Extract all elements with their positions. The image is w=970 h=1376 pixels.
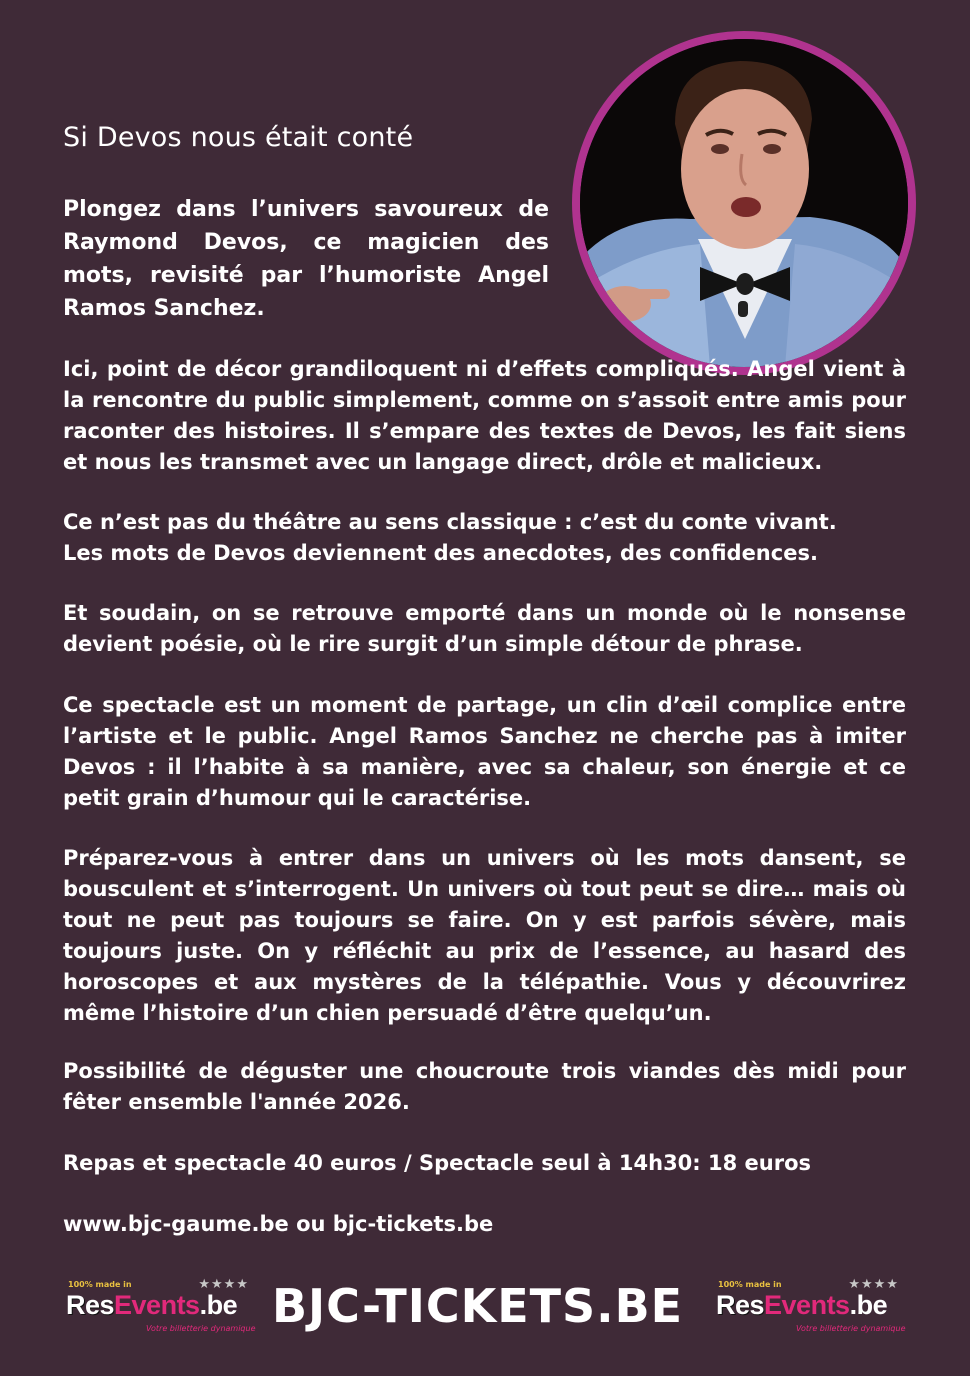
- intro-paragraph: Plongez dans l’univers savoureux de Raymond Devos, ce magicien des mots, revisité par l’humoriste Angel Ramos Sanchez.: [63, 197, 549, 321]
- logo-tagline: Votre billetterie dynamique: [796, 1324, 906, 1333]
- made-in-label: 100% made in: [718, 1280, 782, 1289]
- paragraph-anecdotes: Les mots de Devos deviennent des anecdotes, des confidences.: [63, 541, 818, 565]
- footer-brand[interactable]: BJC-TICKETS.BE: [272, 1279, 684, 1333]
- performer-portrait: [572, 31, 916, 375]
- paragraph-partage: Ce spectacle est un moment de partage, un clin d’œil complice entre l’artiste et le public. Angel Ramos Sanchez ne cherche pas à imiter Devos : il l’habite à sa manière, avec sa chaleur, son énergie et ce petit grain d’humour qui le caractérise.: [63, 693, 906, 810]
- made-in-label: 100% made in: [68, 1280, 132, 1289]
- paragraph-staging: Ici, point de décor grandiloquent ni d’effets compliqués. Angel vient à la rencontre du public simplement, comme on s’assoit entre amis pour raconter des histoires. Il s’empare des textes de Devos, les fait siens et nous les transmet avec un langage direct, drôle et malicieux.: [63, 357, 906, 474]
- paragraph-nonsense: Et soudain, on se retrouve emporté dans un monde où le nonsense devient poésie, où le rire surgit d’un simple détour de phrase.: [63, 601, 906, 656]
- rating-stars-icon: ★★★★: [848, 1277, 899, 1292]
- paragraph-conte: Ce n’est pas du théâtre au sens classique : c’est du conte vivant.: [63, 510, 837, 534]
- performer-photo-illustration: [580, 39, 908, 367]
- rating-stars-icon: ★★★★: [198, 1277, 249, 1292]
- page-title: Si Devos nous était conté: [63, 122, 414, 153]
- price-info: Repas et spectacle 40 euros / Spectacle seul à 14h30: 18 euros: [63, 1151, 812, 1175]
- website-links[interactable]: www.bjc-gaume.be ou bjc-tickets.be: [63, 1212, 494, 1236]
- logo-wordmark: ResEvents.be: [716, 1290, 888, 1320]
- logo-tagline: Votre billetterie dynamique: [146, 1324, 256, 1333]
- resevents-logo-left[interactable]: [66, 1277, 256, 1336]
- resevents-logo-right[interactable]: [716, 1277, 906, 1336]
- logo-wordmark: ResEvents.be: [66, 1290, 238, 1320]
- paragraph-choucroute: Possibilité de déguster une choucroute trois viandes dès midi pour fêter ensemble l'année 2026.: [63, 1059, 906, 1114]
- paragraph-univers: Préparez-vous à entrer dans un univers où les mots dansent, se bousculent et s’interrogent. Un univers où tout peut se dire… mais où tout ne peut pas toujours se faire. On y est parfois sévère, mais toujours juste. On y réfléchit au prix de l’essence, au hasard des horoscopes et aux mystères de la télépathie. Vous y découvrirez même l’histoire d’un chien persuadé d’être quelqu’un.: [63, 846, 906, 1025]
